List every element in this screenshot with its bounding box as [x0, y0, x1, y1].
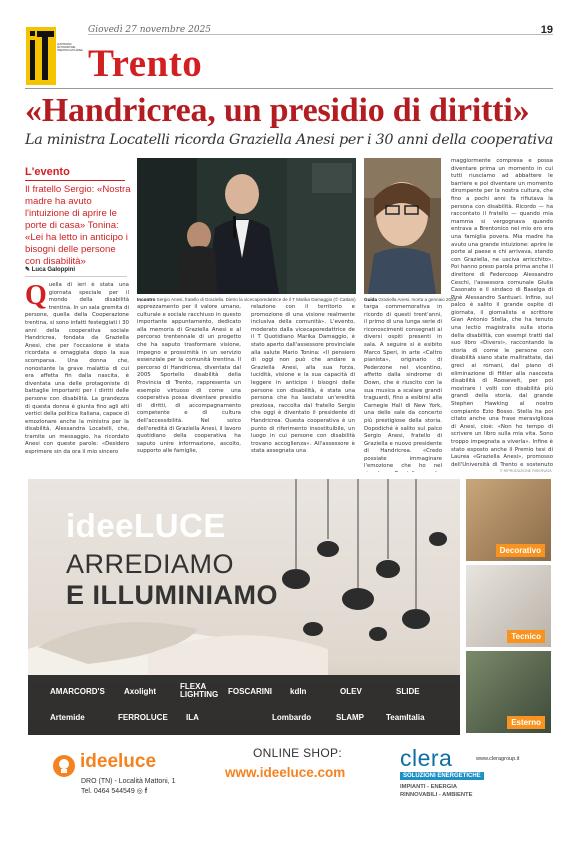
footer-brand: ideeluce — [80, 751, 157, 772]
ad-tile-tecnico[interactable] — [466, 565, 551, 647]
online-shop-url[interactable]: www.ideeluce.com — [225, 765, 346, 780]
article-column-1-text: uella di ieri è stata una giornata speciale per il mondo della disabilità trentina. In un sala gremita di persone, quella della Cooperazione trentina, si sono infatti festeggiati i 30 anni della cooperativa sociale Handricrea, fondata da Graziella Anesi, che per l'occasione è stata ricordata e omaggiata dopo la sua scomparsa. Una donna che, nonostante la grave malattia di cui era affetta fin dalla nascita, è diventata una delle protagoniste di battaglie importanti per i diritti delle persone con disabilità. La grandezza di questa donna è giunta fino agli alti vertici della politica italiana, capace di emozionare anche la ministra per la disabilità, Alessandra Locatelli, che, tramite un messaggio, ha ricordato Anesi con queste parole: «Desidero esprimere sin da ora il mio sincero — [25, 282, 129, 456]
instagram-icon[interactable]: ◎ — [136, 788, 143, 795]
article-kicker: L'evento — [25, 166, 70, 178]
brand-logo: FOSCARINI — [228, 687, 272, 696]
article-subhead: La ministra Locatelli ricorda Graziella Anesi per i 30 anni della cooperativa — [25, 132, 553, 148]
advertisement[interactable] — [28, 479, 551, 814]
footer-address — [81, 777, 176, 797]
article-column-2: apprezzamento per il valore umano, culturale e sociale racchiuso in questo importante appuntamento, dedicato alla memoria di Graziella Anesi e al percorso trentennale di un progetto che ha saputo trasformare visione, impegno e prossimità in un servizio essenziale per la comunità trentina. Il percorso di Handricrea, diventata dal 2005 Sportello disabilità della Provincia di Trento, rappresenta un esempio virtuoso di come una cooperativa possa diventare presidio di diritti, di accompagnamento competente e di cultura dell'accessibilità. Nel solco dell'eredità di Graziella Anesi, il lavoro quotidiano della cooperativa ha saputo unire informazione, ascolto, supporto alle famiglie, — [137, 304, 241, 455]
section-rule — [25, 88, 553, 89]
brand-logo: Axolight — [124, 687, 156, 696]
caption-incontro — [137, 297, 356, 302]
brand-logo: OLEV — [340, 687, 362, 696]
byline-icon: ✎ — [25, 267, 32, 273]
ad-tagline-2: E ILLUMINIAMO — [66, 580, 278, 610]
clera-tag: SOLUZIONI ENERGETICHE — [400, 772, 484, 780]
photo-graziella — [364, 158, 441, 294]
ad-tagline-1: ARREDIAMO — [66, 549, 235, 579]
ad-brand-logo: ideeLUCE — [66, 507, 226, 544]
caption-graziella — [364, 297, 456, 302]
ad-tile-label: Decorativo — [496, 544, 545, 557]
clera-site[interactable]: www.cleragroup.it — [476, 756, 520, 762]
brand-logo: TeamItalia — [386, 713, 425, 722]
ad-footer — [28, 739, 551, 814]
kicker-rule — [25, 180, 125, 181]
article-headline: «Handricrea, un presidio di diritti» — [25, 92, 530, 129]
caption-incontro-text: Sergio Anesi, fratello di Graziella. Dietro la vicecaporedattrice de il T Marika Damaggio (© Cattani) — [156, 297, 356, 302]
brand-logo: FLEXA LIGHTING — [180, 682, 219, 699]
page-number: 19 — [540, 24, 553, 36]
brand-logo: SLIDE — [396, 687, 420, 696]
pull-quote: Il fratello Sergio: «Nostra madre ha avuto l'intuizione di aprire le porte di casa» Tonina: «Lei ha letto in anticipo i bisogni delle persone con disabilità» — [25, 184, 131, 267]
byline-author: Luca Galoppini — [31, 267, 76, 273]
footer-phone — [81, 787, 176, 797]
section-title: Trento — [88, 42, 203, 85]
logo-text: QUOTIDIANO AUTONOMO DEL TRENTINO ALTO ADIGE — [57, 44, 83, 53]
newspaper-logo — [26, 27, 84, 85]
caption-graziella-text: Graziella Anesi, morta a gennaio 2023 — [378, 297, 457, 302]
caption-graziella-label: Guida — [364, 297, 378, 302]
copyright-credit: © RIPRODUZIONE RISERVATA — [500, 469, 552, 473]
byline — [25, 266, 75, 273]
brand-logo: Artemide — [50, 713, 85, 722]
ad-hero — [28, 479, 460, 735]
ad-tile-label: Esterno — [507, 716, 545, 729]
clera-subtitle — [400, 783, 472, 799]
brand-logo: kdln — [290, 687, 307, 696]
caption-incontro-label: Incontro — [137, 297, 156, 302]
article-column-5: maggiormente compresa e possa diventare prima un momento in cui tutti riusciamo ad abbattere le barriere e poi diventare un momento dirompente per la nostra cultura, che fino a pochi anni fa rifiutava la persona con disabilità. Ricordo — ha raccontato il fratello — quando mia mamma si vergognava quando entrava a Brentonico nel mio ero era una famiglia povera. Mia madre ha avuto una grande intuizione: aprire le porte al paese e chi arrivava, stando con Graziella, ne usciva arricchito». Poi hanno preso parola prima anche il direttore di Federcoop Alessandro Ceschi, l'assessora comunale Giulia Casonato e il sindaco di Baselga di Pinè Alessandro Santuari. Infine, sul palco è salito il grande ospite di giornata, il giornalista e scrittore Gian Antonio Stella, che ha tenuto una lectio magistralis sulla storia della disabilità, con esempi tratti dal suo libro «Diversi», raccontando la storia di come le persone con disabilità siano state maltrattate, dai greci ai romani, dal piano di eliminazione di Hitler alla nascosta disabilità di Roosevelt, per poi mostrare i volti con disabilità più grandi della storia, dal grande Stephen Hawking al nostro compianto Ezio Bosso. Stella ha poi citato anche una frase meravigliosa di Anesi, cioè: «Non ho tempo di scrivere un libro sulla mia vita. Sono troppo impegnata a viverla». Infine è stato esposto anche il Premio tesi di Laurea «Graziella Anesi», promosso dell'Università di Trento e sostenuto — [451, 158, 553, 468]
photo-incontro — [137, 158, 356, 294]
issue-date: Giovedì 27 novembre 2025 — [88, 25, 212, 35]
facebook-icon[interactable]: f — [144, 788, 148, 795]
clera-sub-line: RINNOVABILI - AMBIENTE — [400, 792, 473, 798]
ad-tile-esterno[interactable] — [466, 651, 551, 733]
brand-logo: ILA — [186, 713, 199, 722]
ad-tile-label: Tecnico — [507, 630, 545, 643]
article-column-1 — [25, 282, 129, 471]
ideeluce-bulb-icon — [52, 754, 76, 778]
brand-logo: FERROLUCE — [118, 713, 168, 722]
ad-brand-bar — [28, 675, 460, 735]
brand-logo: SLAMP — [336, 713, 364, 722]
photo-graziella-image — [364, 158, 441, 294]
brand-logo: AMARCORD'S — [50, 687, 105, 696]
clera-sub-line: IMPIANTI - ENERGIA — [400, 784, 458, 790]
photo-incontro-image — [137, 158, 356, 294]
logo-mark-icon — [26, 27, 84, 85]
footer-phone-text: Tel. 0464 544549 — [81, 788, 135, 795]
dropcap: Q — [25, 282, 47, 311]
brand-logo: Lombardo — [272, 713, 312, 722]
online-shop-label: ONLINE SHOP: — [253, 746, 342, 760]
ad-tile-decorativo[interactable] — [466, 479, 551, 561]
byline-rule — [25, 276, 127, 277]
article-column-4: targa commemorativa in ricordo di questi trent'anni, il primo di una lunga serie di riconoscimenti consegnati ai diversi ospiti presenti in sala. A seguire si è esibito Marco Speri, in arte «Caltro pianista», originario di Pederzone nel vicentino, affetto dalla sindrome di Down, che è riuscito con la sua musica a scalare grandi traguardi, fino a esibirsi alla Carnegie Hall di New York, una delle sale da concerto più prestigiose della storia. Dopodiché è salito sul palco Sergio Anesi, fratello di Graziella e nuovo presidente di Handricrea. «Credo possiate immaginare l'emozione che ho nel — [364, 304, 442, 470]
footer-address-line: DRO (TN) - Località Mattoni, 1 — [81, 778, 176, 785]
article-column-3: relazione con il territorio e promozione di una visione realmente inclusiva della comunità». L'evento, moderato dalla vicecaporedattrice de il T Quotidiano Marika Damaggio, è stato aperto dall'assessore provinciale alla salute Mario Tonina: «Il pensiero di oggi non può che andare a Graziella Anesi, alla sua forza, lucidità, visione e la sua capacità di leggere in anticipo i bisogni delle persone con disabilità, è stata una persona che ha lasciato un'eredità preziosa, raccolta dal fratello Sergio che oggi è diventato il presidente di Handricrea. Questa cooperativa è un punto di riferimento insostituibile, un luogo in cui persone con disabilità trovano accoglienza». All'assessore è stata assegnata una — [251, 304, 355, 455]
clera-logo: clera — [400, 745, 453, 771]
